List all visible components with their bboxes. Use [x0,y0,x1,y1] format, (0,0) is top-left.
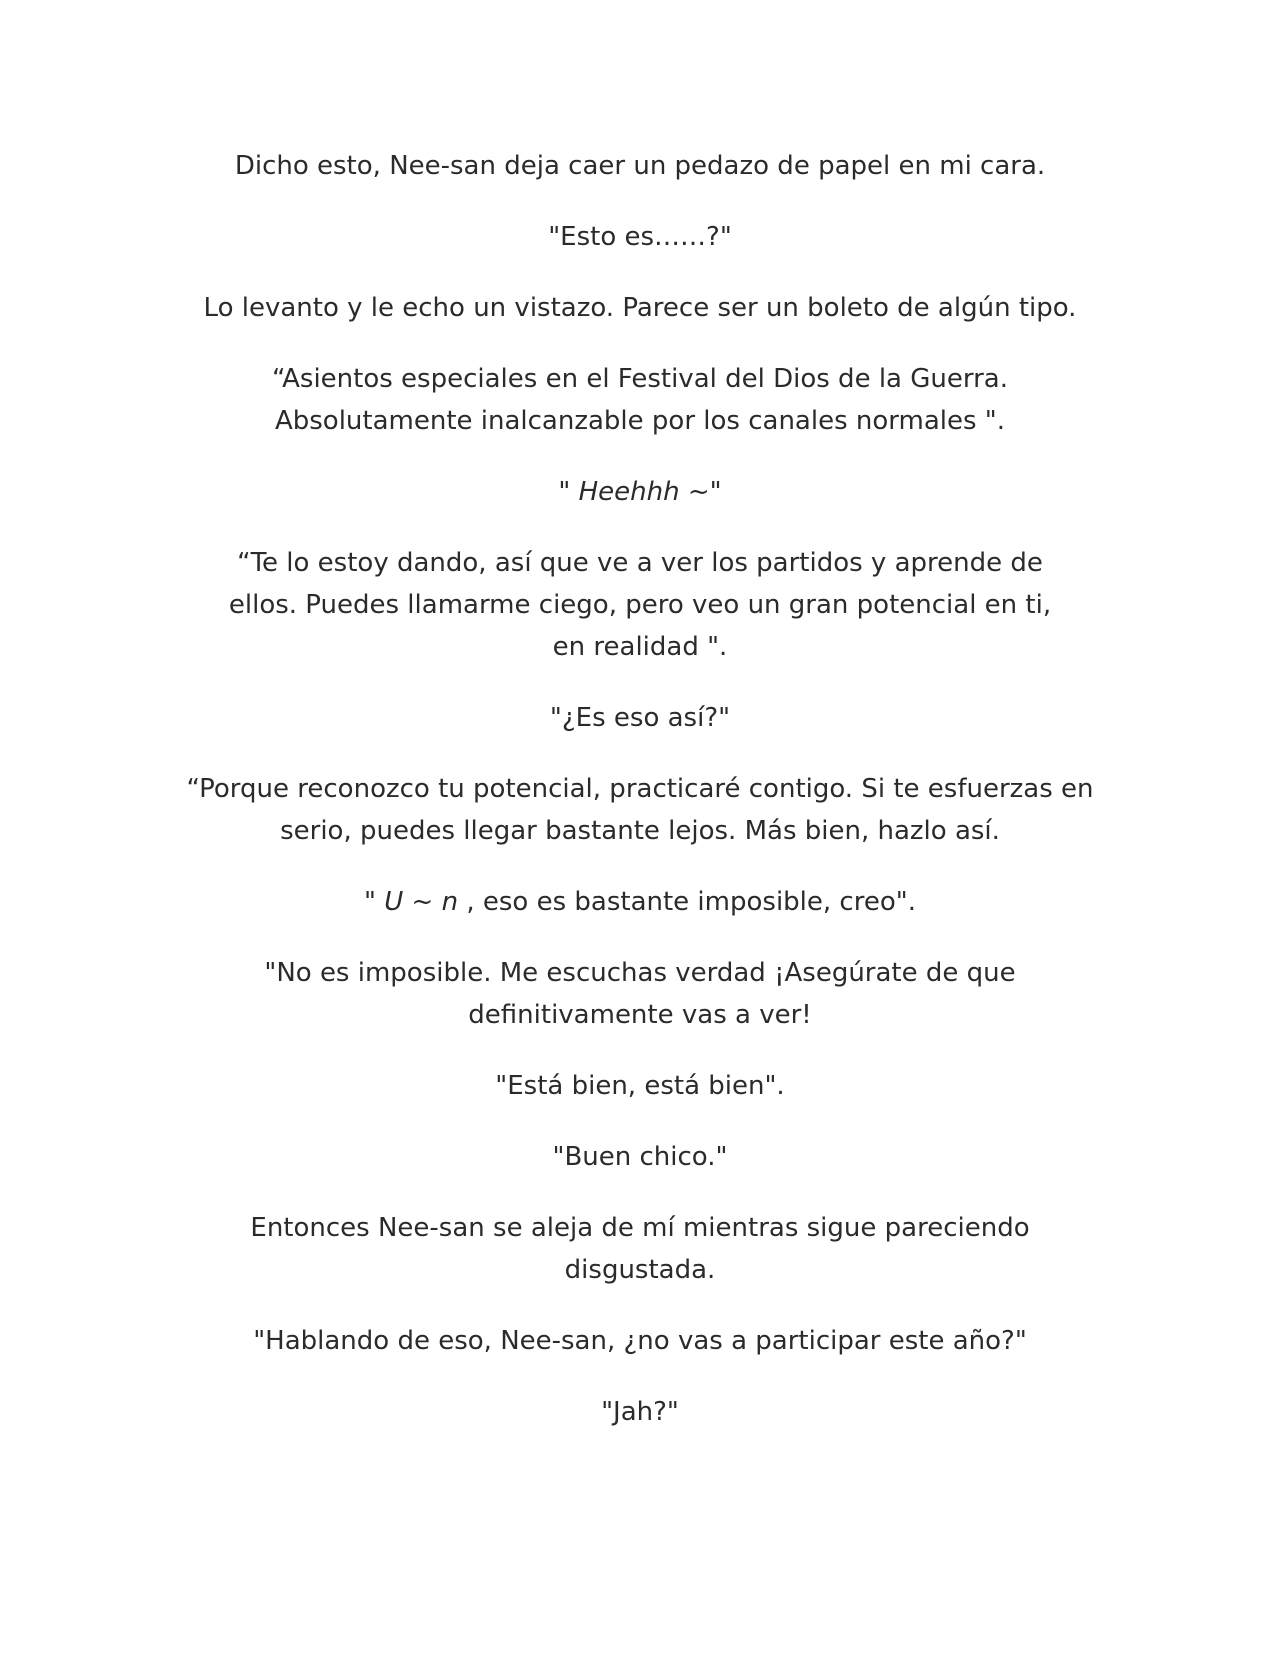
paragraph-text: "Buen chico." [552,1142,728,1172]
paragraph-text: Dicho esto, Nee-san deja caer un pedazo de papel en mi cara. [234,151,1046,181]
paragraph [170,768,1110,852]
paragraph-text: " [558,477,579,507]
paragraph-text: "No es imposible. Me escuchas verdad ¡Asegúrate de que definitivamente vas a ver! [264,958,1016,1030]
paragraph [170,1320,1110,1362]
paragraph-text-italic: U ~ n [384,887,459,917]
paragraph [170,358,1110,442]
document-body [170,145,1110,1462]
paragraph [170,145,1110,187]
paragraph-text: " [709,477,722,507]
paragraph-text-italic: Heehhh ~ [578,477,710,507]
paragraph-text: "Esto es……?" [548,222,732,252]
paragraph-text: "Hablando de eso, Nee-san, ¿no vas a participar este año?" [253,1326,1027,1356]
paragraph-text: " [364,887,385,917]
paragraph [170,1207,1110,1291]
paragraph-text: “Asientos especiales en el Festival del Dios de la Guerra. Absolutamente inalcanzable por los canales normales ". [272,364,1008,436]
paragraph-text: “Te lo estoy dando, así que ve a ver los partidos y aprende de ellos. Puedes llamarme ciego, pero veo un gran potencial en ti, en realidad ". [228,548,1052,662]
paragraph [170,1136,1110,1178]
paragraph [170,1065,1110,1107]
paragraph [170,697,1110,739]
paragraph-text: Lo levanto y le echo un vistazo. Parece ser un boleto de algún tipo. [203,293,1077,323]
paragraph [170,216,1110,258]
paragraph-text: , eso es bastante imposible, creo". [458,887,916,917]
paragraph-text: “Porque reconozco tu potencial, practicaré contigo. Si te esfuerzas en serio, puedes llegar bastante lejos. Más bien, hazlo así. [186,774,1094,846]
paragraph [170,881,1110,923]
paragraph-text: Entonces Nee-san se aleja de mí mientras sigue pareciendo disgustada. [250,1213,1030,1285]
paragraph [170,542,1110,668]
paragraph [170,287,1110,329]
paragraph [170,1391,1110,1433]
paragraph-text: "Está bien, está bien". [495,1071,785,1101]
paragraph [170,952,1110,1036]
paragraph-text: "Jah?" [601,1397,679,1427]
paragraph-text: "¿Es eso así?" [549,703,731,733]
paragraph [170,471,1110,513]
